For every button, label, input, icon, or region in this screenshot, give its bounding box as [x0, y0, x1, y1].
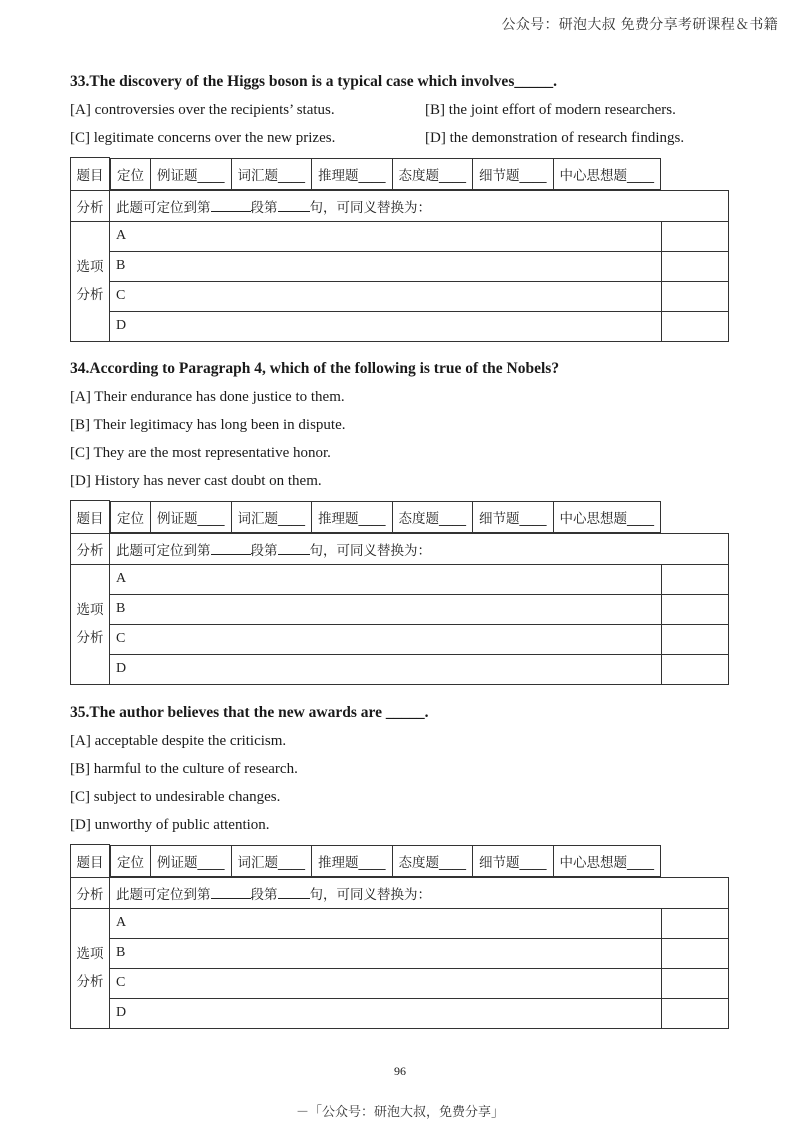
type-inference: 推理题____: [312, 502, 393, 532]
question-type-row: [110, 158, 661, 190]
answer-cell-a[interactable]: [661, 564, 729, 594]
letter-b: B: [110, 251, 662, 281]
locate-line: 此题可定位到第 段第 句，可同义替换为：: [110, 190, 729, 221]
letter-c: C: [110, 281, 662, 311]
type-main-idea: 中心思想题____: [559, 167, 654, 184]
letter-b: B: [110, 938, 662, 968]
answer-cell-a[interactable]: [661, 221, 729, 251]
header-note: 公众号：研泡大叔 免费分享考研课程＆书籍: [501, 17, 778, 33]
letter-b: B: [110, 594, 662, 624]
question-title: 35.The author believes that the new awards are _____.: [70, 704, 429, 721]
label-timu: 题目: [71, 845, 110, 878]
letter-a: A: [110, 564, 662, 594]
type-locate: 定位: [111, 502, 151, 532]
option-analysis-label: 选项 分析: [71, 908, 110, 1028]
type-attitude: 态度题____: [393, 846, 474, 876]
analysis-table: [70, 844, 729, 1029]
type-example: 例证题____: [151, 502, 232, 532]
question-35: [70, 702, 730, 1029]
answer-cell-a[interactable]: [661, 908, 729, 938]
type-locate: 定位: [111, 159, 151, 189]
type-main-idea: 中心思想题____: [559, 854, 654, 871]
option-analysis-label: 选项 分析: [71, 221, 110, 341]
question-33: [70, 71, 730, 342]
page-number: 96: [394, 1064, 406, 1078]
letter-d: D: [110, 311, 662, 341]
option-b: [B] Their legitimacy has long been in dispute.: [70, 417, 346, 433]
type-main-idea: 中心思想题____: [559, 510, 654, 527]
type-vocab: 词汇题____: [232, 159, 313, 189]
option-analysis-label: 选项 分析: [71, 564, 110, 684]
letter-c: C: [110, 968, 662, 998]
question-title: 33.The discovery of the Higgs boson is a typical case which involves_____.: [70, 73, 557, 90]
letter-a: A: [110, 908, 662, 938]
answer-cell-b[interactable]: [661, 938, 729, 968]
question-title: 34.According to Paragraph 4, which of the following is true of the Nobels?: [70, 360, 560, 377]
answer-cell-c[interactable]: [661, 281, 729, 311]
label-fenxi: 分析: [71, 877, 110, 908]
type-detail: 细节题____: [473, 159, 554, 189]
option-a: [A] controversies over the recipients’ status.: [70, 102, 335, 118]
label-timu: 题目: [71, 501, 110, 534]
answer-cell-d[interactable]: [661, 654, 729, 684]
option-b: [B] harmful to the culture of research.: [70, 761, 298, 777]
type-attitude: 态度题____: [393, 502, 474, 532]
question-type-row: [110, 501, 661, 533]
option-d: [D] the demonstration of research findings.: [425, 130, 685, 146]
answer-cell-d[interactable]: [661, 311, 729, 341]
analysis-table: [70, 157, 729, 342]
option-a: [A] acceptable despite the criticism.: [70, 733, 287, 749]
answer-cell-b[interactable]: [661, 251, 729, 281]
question-type-row: [110, 845, 661, 877]
question-34: [70, 358, 730, 685]
type-vocab: 词汇题____: [232, 846, 313, 876]
type-example: 例证题____: [151, 159, 232, 189]
type-vocab: 词汇题____: [232, 502, 313, 532]
option-d: [D] History has never cast doubt on them.: [70, 473, 322, 489]
label-fenxi: 分析: [71, 533, 110, 564]
footer-note: －「公众号：研泡大叔，免费分享」: [295, 1105, 504, 1120]
option-b: [B] the joint effort of modern researchers.: [425, 102, 676, 118]
letter-a: A: [110, 221, 662, 251]
type-attitude: 态度题____: [393, 159, 474, 189]
answer-cell-c[interactable]: [661, 624, 729, 654]
analysis-table: [70, 500, 729, 685]
label-fenxi: 分析: [71, 190, 110, 221]
option-c: [C] subject to undesirable changes.: [70, 789, 281, 805]
option-a: [A] Their endurance has done justice to them.: [70, 389, 345, 405]
type-example: 例证题____: [151, 846, 232, 876]
letter-c: C: [110, 624, 662, 654]
type-inference: 推理题____: [312, 846, 393, 876]
type-locate: 定位: [111, 846, 151, 876]
type-detail: 细节题____: [473, 846, 554, 876]
type-detail: 细节题____: [473, 502, 554, 532]
option-d: [D] unworthy of public attention.: [70, 817, 270, 833]
label-timu: 题目: [71, 158, 110, 191]
option-c: [C] legitimate concerns over the new prizes.: [70, 130, 336, 146]
type-inference: 推理题____: [312, 159, 393, 189]
answer-cell-c[interactable]: [661, 968, 729, 998]
answer-cell-b[interactable]: [661, 594, 729, 624]
answer-cell-d[interactable]: [661, 998, 729, 1028]
locate-line: 此题可定位到第 段第 句，可同义替换为：: [110, 533, 729, 564]
option-c: [C] They are the most representative honor.: [70, 445, 331, 461]
letter-d: D: [110, 998, 662, 1028]
letter-d: D: [110, 654, 662, 684]
locate-line: 此题可定位到第 段第 句，可同义替换为：: [110, 877, 729, 908]
